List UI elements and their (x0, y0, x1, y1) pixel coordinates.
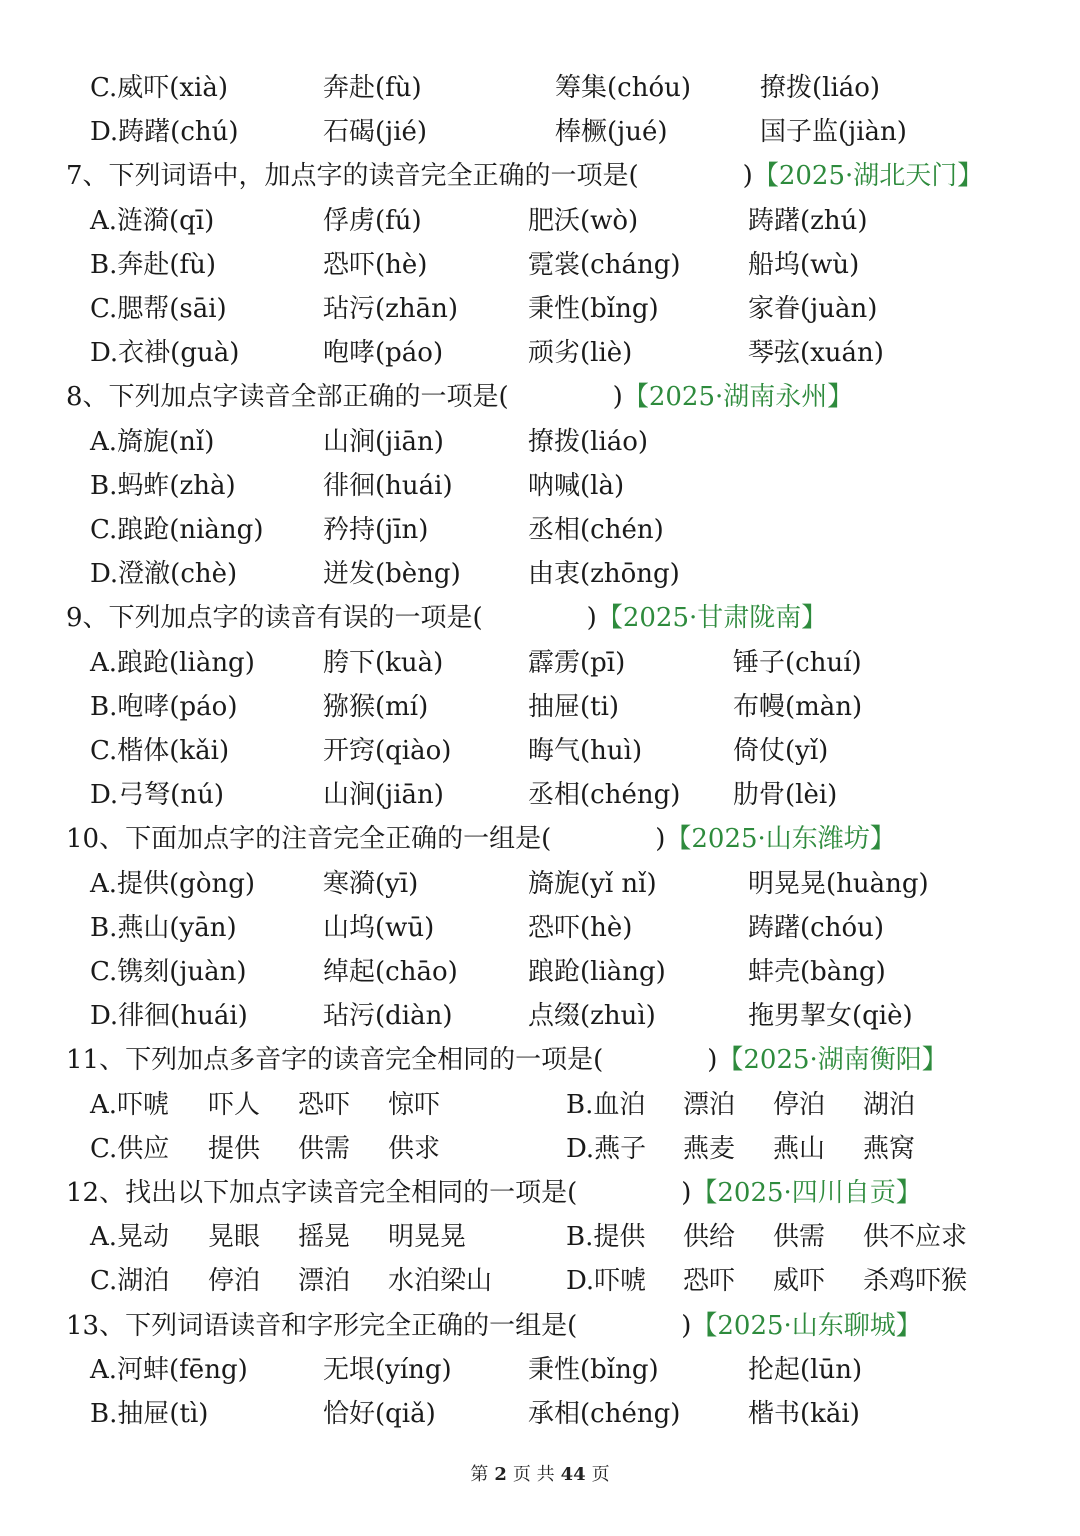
option-cell: C.镌刻(juàn) (90, 957, 247, 987)
option-cell: 霓裳(cháng) (528, 249, 681, 280)
option-cell: 矜持(jīn) (323, 515, 429, 545)
option-cell: 锤子(chuí) (733, 647, 862, 678)
question-line (66, 596, 827, 640)
option-row (0, 552, 1080, 596)
question-text: 13、下列词语读音和字形完全正确的一组是( ) (66, 1310, 692, 1341)
question-line (66, 1038, 948, 1082)
option-cell: 船坞(wù) (748, 249, 860, 280)
option-cell: 湖泊 (863, 1089, 916, 1120)
option-row (0, 464, 1080, 508)
option-cell: 旖旎(yǐ nǐ) (528, 868, 657, 899)
option-cell: D.澄澈(chè) (90, 559, 238, 590)
option-cell: 丞相(chén) (528, 515, 664, 545)
option-cell: D.弓弩(nú) (90, 780, 224, 811)
option-cell: 提供 (208, 1133, 261, 1164)
question-row (0, 1171, 1080, 1215)
option-cell: D.徘徊(huái) (90, 1001, 248, 1032)
question-line (66, 1171, 922, 1215)
option-cell: 杀鸡吓猴 (863, 1266, 968, 1297)
option-cell: 开窍(qiào) (323, 736, 452, 766)
option-cell: A.河蚌(fēng) (90, 1354, 248, 1385)
question-source: 【2025·湖南永州】 (622, 382, 854, 413)
question-line (66, 817, 896, 861)
question-source: 【2025·湖南衡阳】 (717, 1045, 948, 1076)
option-row (0, 773, 1080, 817)
option-cell: 明晃晃(huàng) (748, 868, 929, 899)
option-cell: 石碣(jié) (323, 117, 428, 148)
option-cell: 水泊梁山 (388, 1266, 493, 1297)
option-cell: 布幔(màn) (733, 691, 863, 722)
option-cell: 漂泊 (298, 1266, 351, 1297)
option-cell: 楷书(kǎi) (748, 1399, 860, 1429)
word-group-row (0, 1215, 1080, 1259)
question-row (0, 596, 1080, 640)
option-cell: 绰起(chāo) (323, 957, 458, 987)
option-cell: 迸发(bèng) (323, 559, 461, 590)
footer-total-pages: 44 (560, 1464, 586, 1485)
option-cell: A.踉跄(liàng) (90, 647, 255, 678)
option-cell: 威吓 (773, 1266, 826, 1297)
option-cell: 倚仗(yǐ) (733, 736, 829, 766)
option-cell: 承相(chéng) (528, 1399, 681, 1429)
option-cell: 由衷(zhōng) (528, 559, 680, 590)
option-cell: B.血泊 (566, 1089, 646, 1120)
option-cell: C.湖泊 (90, 1266, 170, 1297)
option-cell: A.涟漪(qī) (90, 205, 215, 236)
option-row (0, 685, 1080, 729)
option-cell: 拖男挈女(qiè) (748, 1001, 913, 1032)
question-row (0, 1038, 1080, 1082)
option-cell: 国子监(jiàn) (760, 117, 907, 148)
option-cell: 家眷(juàn) (748, 294, 878, 324)
option-cell: 停泊 (208, 1266, 261, 1297)
option-cell: 肥沃(wò) (528, 205, 639, 236)
option-row (0, 110, 1080, 154)
option-cell: 筹集(chóu) (555, 73, 691, 103)
option-cell: 胯下(kuà) (323, 647, 444, 678)
question-row (0, 1304, 1080, 1348)
option-row (0, 1392, 1080, 1436)
option-cell: 丞相(chéng) (528, 780, 681, 811)
option-cell: D.踌躇(chú) (90, 117, 239, 148)
option-cell: 恰好(qiǎ) (323, 1399, 436, 1429)
option-row (0, 66, 1080, 110)
option-cell: 恐吓 (298, 1089, 351, 1120)
option-cell: 抡起(lūn) (748, 1354, 863, 1385)
option-cell: 停泊 (773, 1089, 826, 1120)
option-cell: 晃眼 (208, 1222, 261, 1253)
option-row (0, 641, 1080, 685)
option-row (0, 906, 1080, 950)
option-cell: C.楷体(kǎi) (90, 736, 230, 766)
option-cell: 无垠(yíng) (323, 1354, 452, 1385)
question-row (0, 154, 1080, 198)
word-group-row (0, 1259, 1080, 1303)
question-text: 12、找出以下加点字读音完全相同的一项是( ) (66, 1178, 692, 1208)
footer-middle: 页 共 (512, 1464, 555, 1485)
word-group-row (0, 1083, 1080, 1127)
option-cell: 肋骨(lèi) (733, 780, 838, 811)
option-row (0, 1348, 1080, 1392)
option-cell: B.燕山(yān) (90, 912, 237, 943)
option-cell: 晦气(huì) (528, 736, 643, 766)
option-cell: B.奔赴(fù) (90, 249, 217, 280)
option-cell: A.旖旎(nǐ) (90, 426, 215, 457)
option-cell: 寒漪(yī) (323, 868, 419, 899)
option-cell: 山涧(jiān) (323, 426, 444, 457)
question-text: 8、下列加点字读音全部正确的一项是( ) (66, 382, 623, 413)
option-cell: B.抽屉(tì) (90, 1399, 209, 1429)
option-cell: A.吓唬 (90, 1089, 170, 1120)
option-cell: 顽劣(liè) (528, 338, 633, 369)
option-cell: 恐吓(hè) (323, 249, 428, 280)
option-row (0, 331, 1080, 375)
option-cell: 呐喊(là) (528, 470, 625, 501)
option-cell: 吓人 (208, 1089, 261, 1120)
option-cell: B.蚂蚱(zhà) (90, 470, 236, 501)
question-source: 【2025·四川自贡】 (691, 1178, 922, 1208)
option-cell: 玷污(diàn) (323, 1001, 453, 1032)
option-cell: 俘虏(fú) (323, 205, 422, 236)
option-cell: 霹雳(pī) (528, 647, 626, 678)
option-cell: B.咆哮(páo) (90, 691, 238, 722)
option-cell: 燕山 (773, 1133, 826, 1164)
option-row (0, 287, 1080, 331)
option-cell: 玷污(zhān) (323, 294, 458, 324)
option-cell: 燕麦 (683, 1133, 736, 1164)
option-cell: C.供应 (90, 1133, 170, 1164)
option-cell: 琴弦(xuán) (748, 338, 884, 369)
footer-suffix: 页 (591, 1464, 610, 1485)
option-cell: 踌躇(chóu) (748, 912, 884, 943)
question-text: 7、下列词语中，加点字的读音完全正确的一项是( ) (66, 161, 753, 192)
option-row (0, 729, 1080, 773)
option-row (0, 199, 1080, 243)
option-cell: 恐吓(hè) (528, 912, 633, 943)
option-cell: A.提供(gòng) (90, 868, 256, 899)
option-cell: 踌躇(zhú) (748, 205, 868, 236)
option-cell: D.吓唬 (566, 1266, 647, 1297)
question-source: 【2025·湖北天门】 (752, 161, 984, 192)
question-row (0, 375, 1080, 419)
option-cell: 秉性(bǐng) (528, 1354, 659, 1385)
option-cell: 抽屉(ti) (528, 691, 620, 722)
option-cell: 明晃晃 (388, 1222, 467, 1253)
option-cell: 山坞(wū) (323, 912, 435, 943)
option-row (0, 950, 1080, 994)
option-cell: 供需 (298, 1133, 351, 1164)
option-cell: 猕猴(mí) (323, 691, 429, 722)
option-row (0, 508, 1080, 552)
option-cell: 惊吓 (388, 1089, 441, 1120)
question-text: 10、下面加点字的注音完全正确的一组是( ) (66, 824, 666, 855)
option-row (0, 862, 1080, 906)
option-cell: 徘徊(huái) (323, 470, 453, 501)
option-cell: 摇晃 (298, 1222, 351, 1253)
option-cell: 蚌壳(bàng) (748, 957, 886, 987)
option-cell: 咆哮(páo) (323, 338, 444, 369)
question-source: 【2025·山东聊城】 (691, 1310, 922, 1341)
option-cell: B.提供 (566, 1222, 646, 1253)
option-cell: 棒橛(jué) (555, 117, 668, 148)
option-cell: C.威吓(xià) (90, 73, 228, 103)
option-row (0, 243, 1080, 287)
option-cell: 供需 (773, 1222, 826, 1253)
option-cell: 撩拨(liáo) (760, 73, 881, 103)
option-cell: 踉跄(liàng) (528, 957, 666, 987)
question-source: 【2025·甘肃陇南】 (596, 603, 828, 634)
option-cell: 供不应求 (863, 1222, 968, 1253)
footer-page-number: 2 (494, 1464, 507, 1485)
option-cell: 撩拨(liáo) (528, 426, 649, 457)
option-cell: D.衣褂(guà) (90, 338, 240, 369)
option-row (0, 994, 1080, 1038)
option-cell: 山涧(jiān) (323, 780, 444, 811)
question-line (66, 154, 983, 198)
option-cell: C.踉跄(niàng) (90, 515, 264, 545)
option-row (0, 420, 1080, 464)
option-cell: 奔赴(fù) (323, 73, 422, 103)
question-text: 11、下列加点多音字的读音完全相同的一项是( ) (66, 1045, 718, 1076)
option-cell: 供求 (388, 1133, 441, 1164)
word-group-row (0, 1127, 1080, 1171)
option-cell: D.燕子 (566, 1133, 647, 1164)
question-source: 【2025·山东潍坊】 (665, 824, 896, 855)
option-cell: 燕窝 (863, 1133, 916, 1164)
option-cell: C.腮帮(sāi) (90, 294, 227, 324)
option-cell: A.晃动 (90, 1222, 170, 1253)
option-cell: 漂泊 (683, 1089, 736, 1120)
option-cell: 秉性(bǐng) (528, 294, 659, 324)
footer-prefix: 第 (470, 1464, 489, 1485)
question-line (66, 1304, 922, 1348)
question-text: 9、下列加点字的读音有误的一项是( ) (66, 603, 597, 634)
option-cell: 供给 (683, 1222, 736, 1253)
page-footer (0, 1460, 1080, 1486)
option-cell: 恐吓 (683, 1266, 736, 1297)
question-row (0, 817, 1080, 861)
option-cell: 点缀(zhuì) (528, 1001, 656, 1032)
question-line (66, 375, 853, 419)
